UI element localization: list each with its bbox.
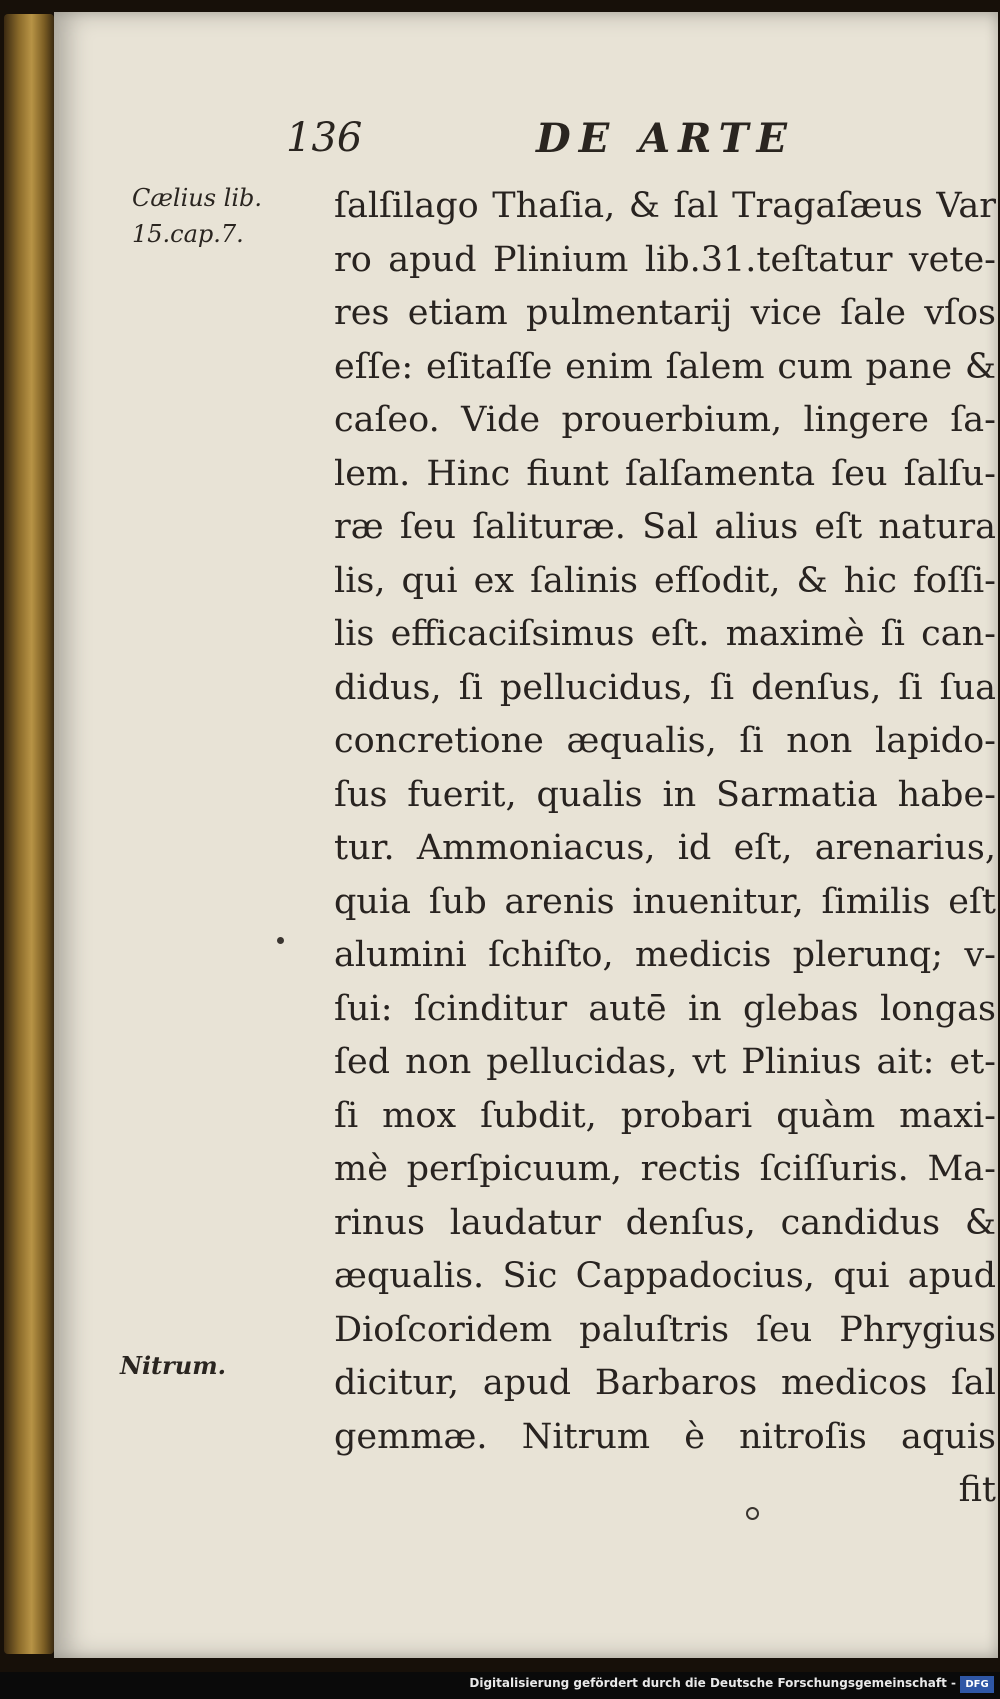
marginal-note-line: Cælius lib. xyxy=(132,184,263,212)
marginal-note-nitrum xyxy=(120,1348,280,1384)
marginal-note-caelius xyxy=(132,180,292,252)
ink-speck xyxy=(277,937,284,944)
page-number: 136 xyxy=(286,115,363,161)
text-line: res etiam pulmentarij vice ſale vſos xyxy=(334,293,996,333)
text-line: rinus laudatur denſus, candidus & xyxy=(334,1202,996,1243)
text-line: quia ſub arenis inuenitur, ſimilis eſt xyxy=(334,881,996,922)
text-line: caſeo. Vide prouerbium, lingere ſa- xyxy=(334,400,996,440)
text-line: ſed non pellucidas, vt Plinius ait: et- xyxy=(334,1042,996,1082)
text-line: eſſe: eſitaſſe enim ſalem cum pane & xyxy=(334,346,996,387)
text-line: lis efficaciſsimus eſt. maximè ſi can- xyxy=(334,614,996,654)
page-header xyxy=(54,115,998,175)
text-line: Dioſcoridem paluſtris ſeu Phrygius xyxy=(334,1309,996,1350)
text-line: ro apud Plinium lib.31.teſtatur vete- xyxy=(334,239,996,280)
running-head: DE ARTE xyxy=(536,115,795,162)
marginal-note-line: 15.cap.7. xyxy=(132,220,244,248)
text-line: ræ ſeu ſalituræ. Sal alius eſt natura xyxy=(334,507,996,547)
dfg-logo: DFG xyxy=(960,1676,994,1693)
funding-credit: Digitalisierung gefördert durch die Deutsche Forschungsgemeinschaft - xyxy=(469,1676,956,1690)
text-line: ſus fuerit, qualis in Sarmatia habe- xyxy=(334,774,996,815)
text-line: tur. Ammoniacus, id eſt, arenarius, xyxy=(334,828,996,868)
text-line: æqualis. Sic Cappadocius, qui apud xyxy=(334,1256,996,1296)
text-line: alumini ſchiſto, medicis plerunq; v- xyxy=(334,935,996,975)
text-line: didus, ſi pellucidus, ſi denſus, ſi ſua xyxy=(334,667,996,708)
gilt-page-edge xyxy=(4,14,54,1654)
page xyxy=(54,12,998,1658)
body-text xyxy=(334,180,996,1518)
footer-bar xyxy=(0,1672,1000,1699)
text-line: mè perſpicuum, rectis ſciſſuris. Ma- xyxy=(334,1149,996,1189)
text-line: concretione æqualis, ſi non lapido- xyxy=(334,721,996,761)
catchword: fit xyxy=(958,1470,996,1510)
text-line: gemmæ. Nitrum è nitroſis aquis xyxy=(334,1416,996,1457)
text-line: ſalſilago Thaſia, & ſal Tragaſæus Var xyxy=(334,186,996,226)
text-line: lem. Hinc fiunt ſalſamenta ſeu ſalſu- xyxy=(334,453,996,494)
text-line: dicitur, apud Barbaros medicos ſal xyxy=(334,1363,996,1403)
marginal-note-line: Nitrum. xyxy=(120,1351,226,1380)
ink-speck xyxy=(746,1507,759,1520)
text-line: lis, qui ex ſalinis efſodit, & hic foſſi- xyxy=(334,560,996,601)
text-line: ſi mox ſubdit, probari quàm maxi- xyxy=(334,1095,996,1136)
text-line: ſui: ſcinditur autē in glebas longas xyxy=(334,988,996,1029)
